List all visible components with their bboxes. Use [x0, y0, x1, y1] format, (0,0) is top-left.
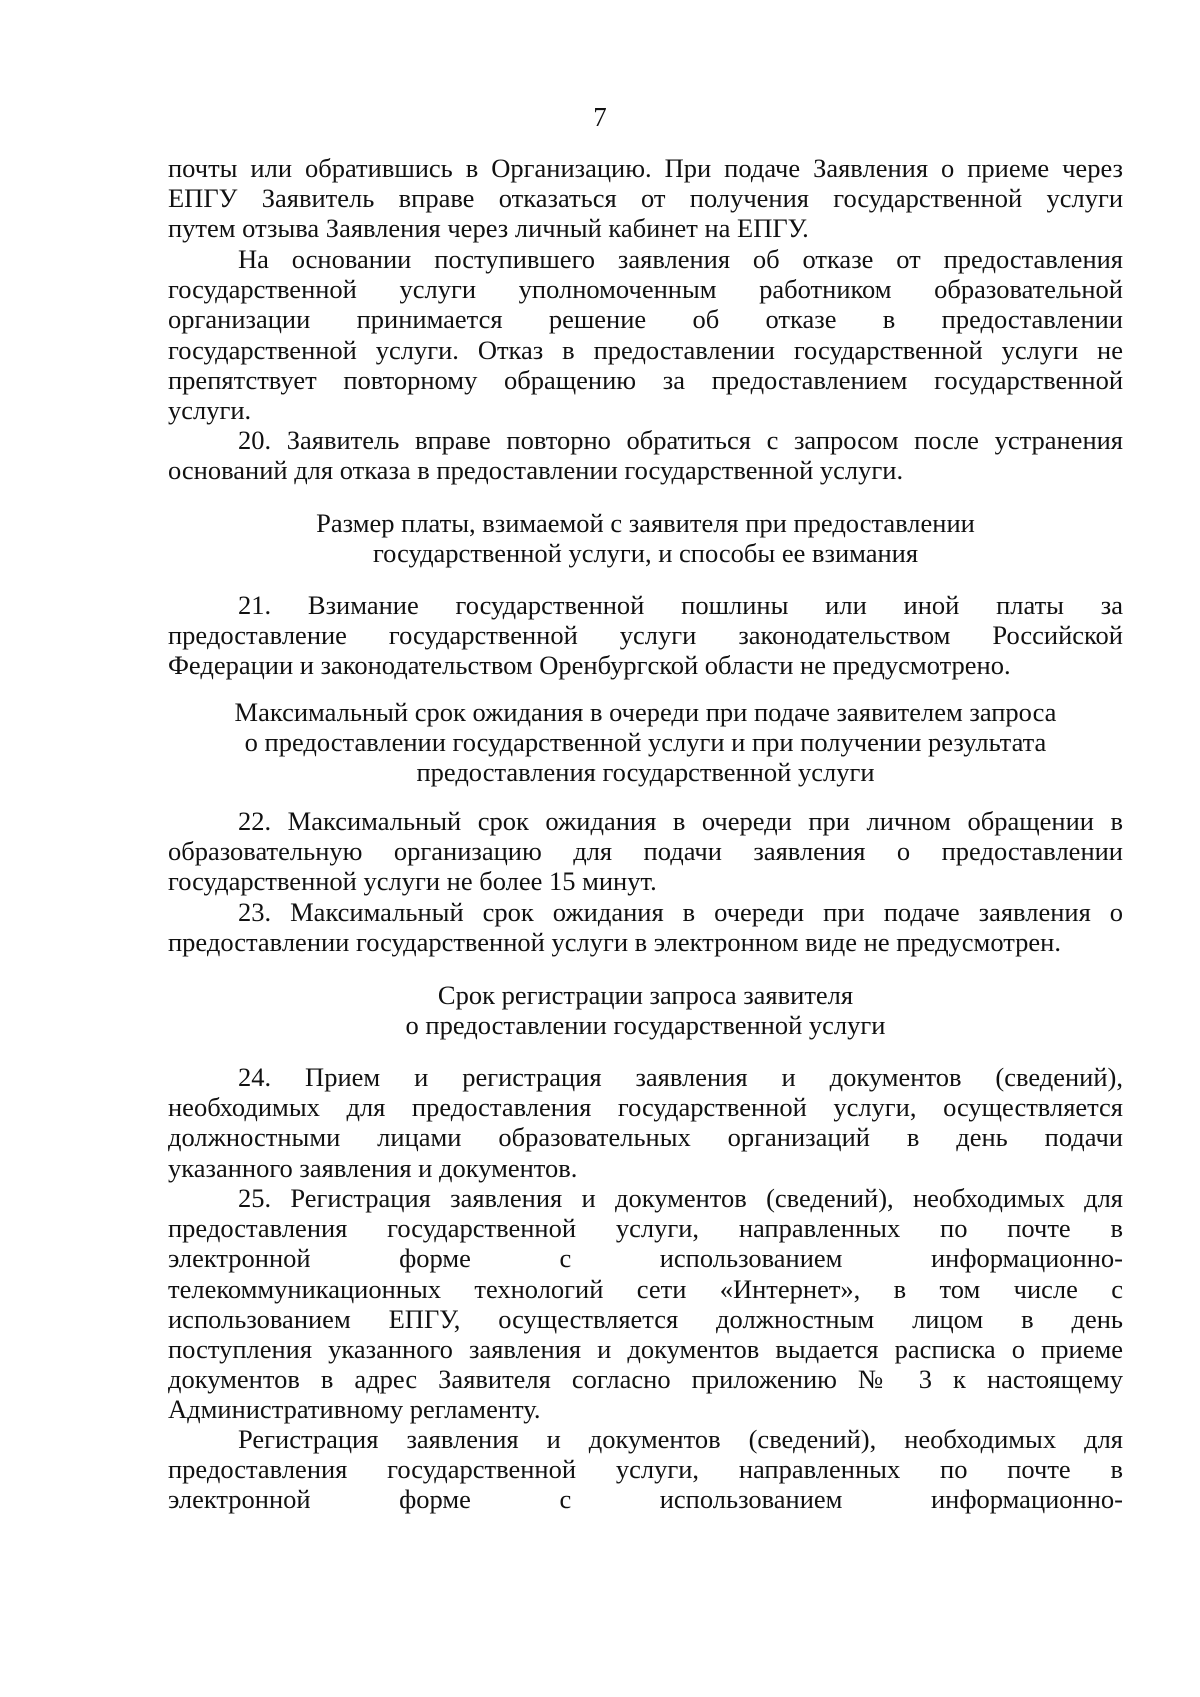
text-line: препятствует повторному обращению за предоставлением государственной	[168, 364, 1123, 395]
paragraph-continuation	[168, 153, 1123, 244]
text-line: электронной форме с использованием информационно-	[168, 1243, 1123, 1274]
text-line: 21. Взимание государственной пошлины или иной платы за	[238, 590, 1123, 620]
text-line: предоставления государственной услуги, направленных по почте в	[168, 1213, 1123, 1244]
text-line: государственной услуги не более 15 минут.	[168, 866, 657, 897]
paragraph-registration	[168, 1424, 1123, 1515]
text-line: ЕПГУ Заявитель вправе отказаться от получения государственной услуги	[168, 183, 1123, 214]
paragraph-item-22	[168, 806, 1123, 897]
text-line: государственной услуги уполномоченным работником образовательной	[168, 274, 1123, 305]
text-line: На основании поступившего заявления об отказе от предоставления	[238, 244, 1123, 274]
text-line: телекоммуникационных технологий сети «Интернет», в том числе с	[168, 1273, 1123, 1304]
text-line: Регистрация заявления и документов (сведений), необходимых для	[238, 1424, 1123, 1454]
text-line: 25. Регистрация заявления и документов (сведений), необходимых для	[238, 1183, 1123, 1213]
heading-line: Максимальный срок ожидания в очереди при подаче заявителем запроса	[234, 697, 1057, 727]
text-line: оснований для отказа в предоставлении государственной услуги.	[168, 455, 904, 486]
paragraph-refusal-basis	[168, 244, 1123, 425]
text-line: организации принимается решение об отказе в предоставлении	[168, 304, 1123, 335]
text-line: 22. Максимальный срок ожидания в очереди при личном обращении в	[238, 806, 1123, 836]
heading-line: о предоставлении государственной услуги	[405, 1010, 886, 1041]
text-line: Федерации и законодательством Оренбургской области не предусмотрено.	[168, 650, 1011, 681]
paragraph-item-20	[168, 425, 1123, 485]
text-line: путем отзыва Заявления через личный кабинет на ЕПГУ.	[168, 213, 809, 244]
text-line: использованием ЕПГУ, осуществляется должностным лицом в день	[168, 1303, 1123, 1334]
text-line: должностными лицами образовательных организаций в день подачи	[168, 1122, 1123, 1153]
heading-line: предоставления государственной услуги	[416, 757, 875, 788]
section-heading-queue	[168, 697, 1123, 788]
text-line: 23. Максимальный срок ожидания в очереди при подаче заявления о	[238, 897, 1123, 927]
text-line: Административному регламенту.	[168, 1394, 541, 1425]
paragraph-item-24	[168, 1062, 1123, 1183]
text-line: указанного заявления и документов.	[168, 1152, 578, 1183]
text-line: почты или обратившись в Организацию. При подаче Заявления о приеме через	[168, 153, 1123, 183]
text-line: предоставления государственной услуги, направленных по почте в	[168, 1454, 1123, 1485]
paragraph-item-25	[168, 1183, 1123, 1425]
page-number: 7	[593, 102, 607, 132]
heading-line: Срок регистрации запроса заявителя	[437, 980, 854, 1010]
heading-line: государственной услуги, и способы ее взимания	[372, 538, 919, 569]
text-line: образовательную организацию для подачи заявления о предоставлении	[168, 836, 1123, 867]
text-line: услуги.	[168, 394, 252, 425]
text-line: необходимых для предоставления государственной услуги, осуществляется	[168, 1092, 1123, 1123]
text-line: документов в адрес Заявителя согласно приложению № 3 к настоящему	[168, 1364, 1123, 1395]
heading-line: Размер платы, взимаемой с заявителя при предоставлении	[316, 508, 975, 538]
heading-line: о предоставлении государственной услуги и при получении результата	[244, 727, 1047, 758]
text-line: 24. Прием и регистрация заявления и документов (сведений),	[238, 1062, 1123, 1092]
section-heading-fee	[168, 508, 1123, 568]
paragraph-item-21	[168, 590, 1123, 681]
text-line: государственной услуги. Отказ в предоставлении государственной услуги не	[168, 334, 1123, 365]
text-line: поступления указанного заявления и документов выдается расписка о приеме	[168, 1333, 1123, 1364]
text-line: предоставление государственной услуги законодательством Российской	[168, 620, 1123, 651]
paragraph-item-23	[168, 897, 1123, 957]
text-line: предоставлении государственной услуги в электронном виде не предусмотрен.	[168, 927, 1061, 958]
section-heading-registration	[168, 980, 1123, 1040]
text-line: электронной форме с использованием информационно-	[168, 1484, 1123, 1515]
text-line: 20. Заявитель вправе повторно обратиться с запросом после устранения	[238, 425, 1123, 455]
